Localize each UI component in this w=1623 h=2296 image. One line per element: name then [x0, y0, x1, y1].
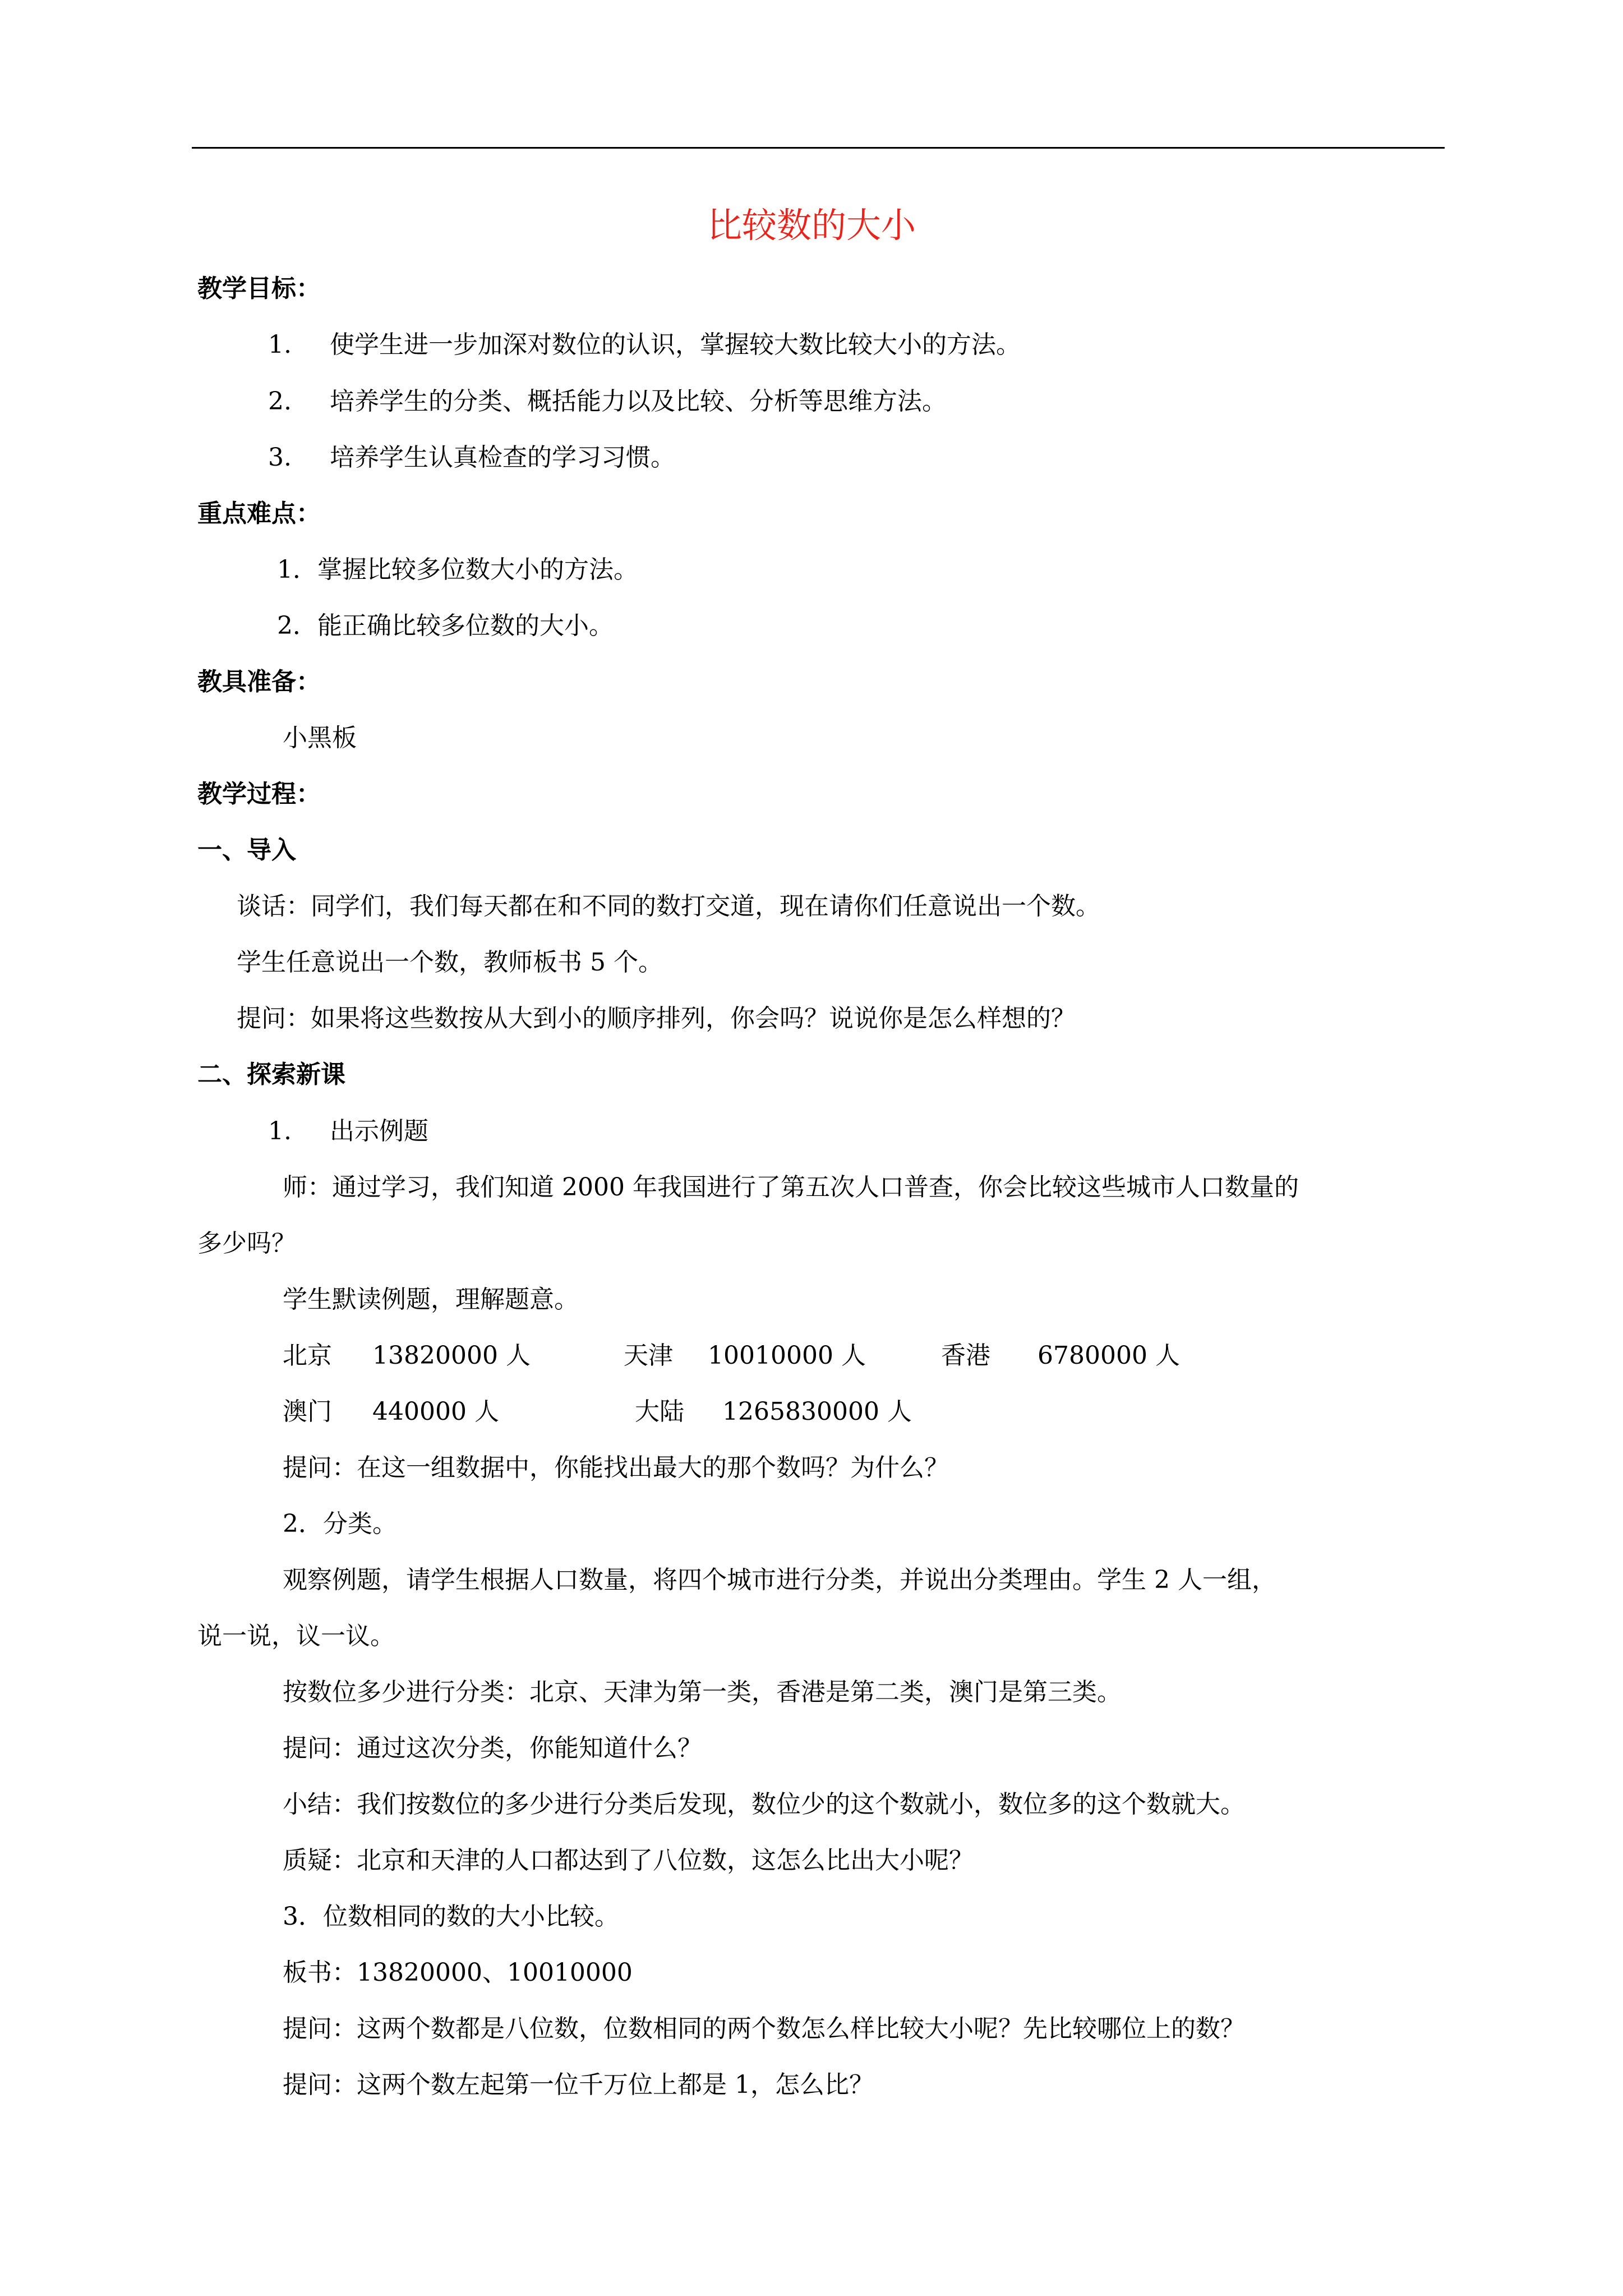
key-point-1: 1．掌握比较多位数大小的方法。 [277, 555, 638, 584]
objective-number: 2. [268, 387, 292, 416]
step-text: 出示例题 [330, 1117, 428, 1145]
explore-step-2: 2．分类。 [283, 1510, 397, 1538]
intro-line-1: 谈话：同学们，我们每天都在和不同的数打交道，现在请你们任意说出一个数。 [237, 892, 1100, 921]
data-row-1-city-3: 香港 [941, 1341, 990, 1370]
intro-line-3: 提问：如果将这些数按从大到小的顺序排列，你会吗？说说你是怎么样想的？ [237, 1004, 1076, 1033]
explore-question-4: 提问：这两个数左起第一位千万位上都是 1，怎么比？ [283, 2070, 874, 2099]
explore-paragraph-3-line-2: 说一说，议一议。 [197, 1622, 395, 1650]
explore-step-1 [268, 1115, 428, 1148]
data-row-1-city-1: 北京 [283, 1341, 332, 1370]
explore-paragraph-2: 学生默读例题，理解题意。 [283, 1285, 579, 1314]
process-heading: 教学过程： [197, 780, 321, 808]
data-row-2-city-2: 大陆 [635, 1397, 684, 1426]
explore-question-3: 提问：这两个数都是八位数，位数相同的两个数怎么样比较大小呢？先比较哪位上的数？ [283, 2014, 1245, 2043]
data-row-1-value-2: 10010000 人 [708, 1341, 866, 1370]
objective-number: 3. [268, 443, 292, 472]
data-row-2-value-2: 1265830000 人 [722, 1397, 912, 1426]
data-row-1-city-2: 天津 [624, 1341, 673, 1370]
page-title: 比较数的大小 [707, 205, 916, 246]
explore-doubt: 质疑：北京和天津的人口都达到了八位数，这怎么比出大小呢？ [283, 1846, 974, 1875]
objective-text: 培养学生认真检查的学习习惯。 [330, 443, 675, 472]
explore-summary: 小结：我们按数位的多少进行分类后发现，数位少的这个数就小，数位多的这个数就大。 [283, 1790, 1245, 1819]
data-row-2-city-1: 澳门 [283, 1397, 332, 1426]
objectives-heading: 教学目标： [197, 274, 321, 303]
objective-number: 1. [268, 330, 292, 359]
objective-item-3 [268, 441, 675, 475]
key-points-heading: 重点难点： [197, 499, 321, 528]
objective-item-2 [268, 385, 947, 418]
materials-heading: 教具准备： [197, 668, 321, 696]
materials-text: 小黑板 [283, 724, 357, 752]
explore-paragraph-1-line-2: 多少吗？ [197, 1229, 296, 1258]
intro-line-2: 学生任意说出一个数，教师板书 5 个。 [237, 948, 663, 977]
key-point-2: 2．能正确比较多位数的大小。 [277, 611, 614, 640]
explore-paragraph-4: 按数位多少进行分类：北京、天津为第一类，香港是第二类，澳门是第三类。 [283, 1678, 1122, 1706]
header-rule [192, 147, 1445, 149]
objective-text: 使学生进一步加深对数位的认识，掌握较大数比较大小的方法。 [330, 330, 1021, 359]
data-row-1-value-1: 13820000 人 [372, 1341, 531, 1370]
explore-paragraph-1-line-1: 师：通过学习，我们知道 2000 年我国进行了第五次人口普查，你会比较这些城市人口数量的 [283, 1173, 1299, 1202]
explore-paragraph-3-line-1: 观察例题，请学生根据人口数量，将四个城市进行分类，并说出分类理由。学生 2 人一组， [283, 1566, 1276, 1594]
objective-text: 培养学生的分类、概括能力以及比较、分析等思维方法。 [330, 387, 947, 416]
explore-question-2: 提问：通过这次分类，你能知道什么？ [283, 1734, 702, 1763]
explore-step-3: 3．位数相同的数的大小比较。 [283, 1902, 619, 1931]
data-row-1-value-3: 6780000 人 [1038, 1341, 1180, 1370]
explore-question-1: 提问：在这一组数据中，你能找出最大的那个数吗？为什么？ [283, 1453, 949, 1482]
explore-board: 板书：13820000、10010000 [283, 1958, 633, 1987]
objective-item-1 [268, 328, 1021, 362]
intro-heading: 一、导入 [197, 836, 296, 864]
step-number: 1. [268, 1117, 292, 1145]
data-row-2-value-1: 440000 人 [372, 1397, 499, 1426]
explore-heading: 二、探索新课 [197, 1060, 345, 1089]
